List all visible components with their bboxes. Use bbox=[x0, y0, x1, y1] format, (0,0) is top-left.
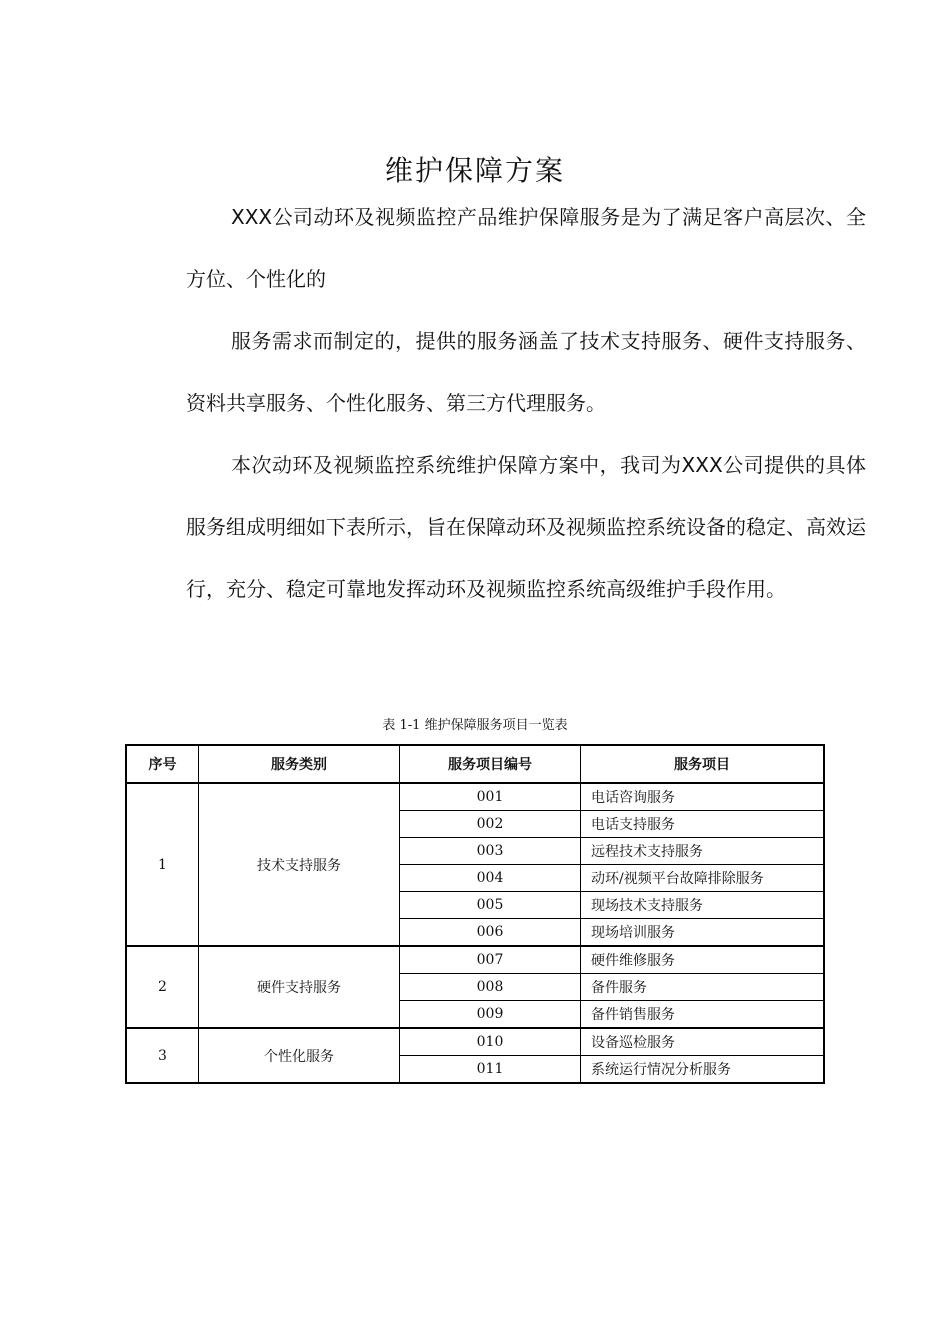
header-code: 服务项目编号 bbox=[400, 745, 581, 783]
cell-item-name: 设备巡检服务 bbox=[581, 1028, 825, 1056]
table-row bbox=[126, 946, 824, 974]
cell-item-name: 硬件维修服务 bbox=[581, 946, 825, 974]
cell-item-name: 电话咨询服务 bbox=[581, 783, 825, 811]
cell-no: 3 bbox=[126, 1028, 199, 1083]
cell-item-name: 动环/视频平台故障排除服务 bbox=[581, 865, 825, 892]
document-title: 维护保障方案 bbox=[384, 153, 565, 187]
cell-item-name: 现场技术支持服务 bbox=[581, 892, 825, 919]
service-table bbox=[125, 744, 825, 1084]
cell-code: 006 bbox=[400, 919, 581, 947]
cell-code: 002 bbox=[400, 811, 581, 838]
cell-item-name: 系统运行情况分析服务 bbox=[581, 1056, 825, 1084]
paragraph-intro: XXX公司动环及视频监控产品维护保障服务是为了满足客户高层次、全方位、个性化的 bbox=[186, 205, 866, 291]
table-header-row bbox=[126, 745, 824, 783]
cell-no: 2 bbox=[126, 946, 199, 1028]
cell-item-name: 现场培训服务 bbox=[581, 919, 825, 947]
cell-code: 011 bbox=[400, 1056, 581, 1084]
cell-code: 009 bbox=[400, 1001, 581, 1029]
cell-code: 005 bbox=[400, 892, 581, 919]
cell-category: 技术支持服务 bbox=[199, 783, 400, 946]
cell-category: 个性化服务 bbox=[199, 1028, 400, 1083]
cell-code: 001 bbox=[400, 783, 581, 811]
table-row bbox=[126, 783, 824, 811]
cell-item-name: 电话支持服务 bbox=[581, 811, 825, 838]
table-caption: 表 1-1 维护保障服务项目一览表 bbox=[382, 718, 568, 733]
cell-code: 004 bbox=[400, 865, 581, 892]
header-no: 序号 bbox=[126, 745, 199, 783]
paragraph-services: 服务需求而制定的，提供的服务涵盖了技术支持服务、硬件支持服务、资料共享服务、个性化服务、第三方代理服务。 bbox=[186, 329, 866, 415]
header-category: 服务类别 bbox=[199, 745, 400, 783]
table-row bbox=[126, 1028, 824, 1056]
cell-no: 1 bbox=[126, 783, 199, 946]
cell-item-name: 备件销售服务 bbox=[581, 1001, 825, 1029]
table-body bbox=[126, 783, 824, 1083]
paragraph-plan: 本次动环及视频监控系统维护保障方案中，我司为XXX公司提供的具体服务组成明细如下表所示，旨在保障动环及视频监控系统设备的稳定、高效运行，充分、稳定可靠地发挥动环及视频监控系统高级维护手段作用。 bbox=[186, 453, 866, 601]
header-item: 服务项目 bbox=[581, 745, 825, 783]
cell-item-name: 远程技术支持服务 bbox=[581, 838, 825, 865]
cell-code: 007 bbox=[400, 946, 581, 974]
cell-code: 003 bbox=[400, 838, 581, 865]
cell-item-name: 备件服务 bbox=[581, 974, 825, 1001]
cell-code: 010 bbox=[400, 1028, 581, 1056]
cell-category: 硬件支持服务 bbox=[199, 946, 400, 1028]
cell-code: 008 bbox=[400, 974, 581, 1001]
